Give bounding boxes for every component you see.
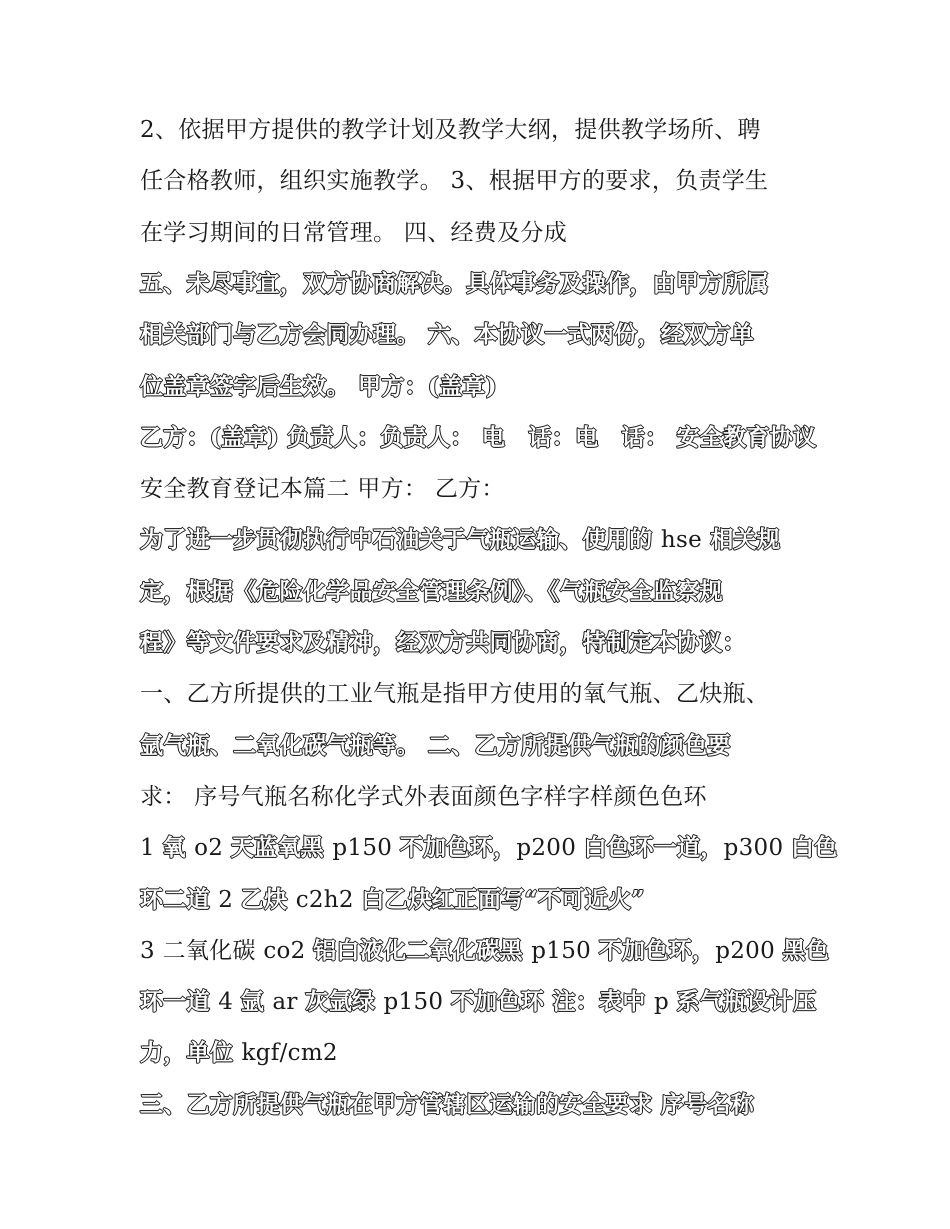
text-segment: 位盖章签字后生效。 甲方：(盖章) <box>140 372 497 400</box>
text-segment: 不加色环， <box>598 936 716 964</box>
text-line <box>140 217 567 249</box>
text-segment: 氩 <box>240 988 273 1016</box>
text-segment: 铝白液化二氧化碳黑 <box>313 936 532 964</box>
text-segment: 天蓝氧黑 <box>230 834 333 862</box>
text-line <box>140 678 769 710</box>
text-segment: 黑色 <box>782 936 830 964</box>
text-segment: 氩气瓶、二氧化碳气瓶等。 二、乙方所提供气瓶的颜色要 <box>140 731 731 759</box>
text-segment: 环二道 <box>140 885 219 913</box>
text-segment: 2、依据甲方提供的教学计划及教学大纲，提供教学场所、聘 <box>140 117 761 143</box>
text-segment: 安全教育登记本篇二 甲方： 乙方： <box>140 476 505 503</box>
text-line <box>140 422 816 454</box>
text-line <box>140 884 645 916</box>
text-segment: 白色环一道， <box>583 834 724 862</box>
text-line <box>140 1089 754 1121</box>
text-segment: hse <box>660 527 703 554</box>
text-line <box>140 576 723 608</box>
text-line <box>140 473 505 505</box>
text-line <box>140 832 838 864</box>
text-segment: 不加色环 注：表中 <box>450 988 654 1016</box>
text-segment: 3 二氧化碳 co2 <box>140 937 314 964</box>
text-segment: 任合格教师，组织实施教学。 3、根据甲方的要求，负责学生 <box>140 168 769 195</box>
text-segment: 系气瓶设计压 <box>676 988 817 1016</box>
text-segment: 乙炔 <box>240 885 296 913</box>
text-segment: 不加色环， <box>399 834 517 862</box>
text-segment: p300 <box>723 835 791 862</box>
text-segment: p200 <box>516 835 584 862</box>
text-segment: 五、未尽事宜，双方协商解决。具体事务及操作，由甲方所属 <box>140 269 770 297</box>
text-line <box>140 1037 338 1069</box>
text-line <box>140 986 816 1018</box>
text-segment: ar <box>272 989 306 1016</box>
text-line <box>140 165 768 197</box>
text-segment: c2h2 <box>295 886 362 913</box>
text-segment: 求： 序号气瓶名称化学式外表面颜色字样字样颜色色环 <box>140 783 707 810</box>
text-segment: 2 <box>218 886 241 913</box>
text-segment: 力，单位 <box>140 1039 242 1067</box>
text-segment: p150 <box>531 937 599 964</box>
text-segment: 1 <box>140 835 163 862</box>
text-segment: p150 <box>332 835 400 862</box>
text-segment: kgf/cm2 <box>241 1040 338 1067</box>
text-line <box>140 935 829 967</box>
text-segment: 一、乙方所提供的工业气瓶是指甲方使用的氧气瓶、乙炔瓶、 <box>140 681 770 708</box>
text-segment: 白色 <box>791 834 838 862</box>
text-segment: p150 <box>383 989 451 1016</box>
text-segment: 程》等文件要求及精神，经双方共同协商，特制定本协议： <box>140 629 746 656</box>
text-segment: 灰氩绿 <box>305 988 384 1016</box>
text-line <box>140 114 761 146</box>
text-segment: 在学习期间的日常管理。 四、经费及分成 <box>140 219 568 246</box>
text-segment: 环一道 <box>140 988 219 1016</box>
text-segment: 相关规 <box>702 526 781 554</box>
text-line <box>140 319 754 351</box>
text-line <box>140 730 731 762</box>
text-segment: 氧 <box>162 834 195 862</box>
text-line <box>140 781 707 813</box>
text-segment: 相关部门与乙方会同办理。 六、本协议一式两份，经双方单 <box>140 321 755 349</box>
text-segment: p <box>653 989 677 1016</box>
text-segment: 三、乙方所提供气瓶在甲方管辖区运输的安全要求 序号名称 <box>140 1090 755 1118</box>
text-segment: o2 <box>194 835 231 862</box>
text-segment: 为了进一步贯彻执行中石油关于气瓶运输、使用的 <box>140 526 661 554</box>
text-segment: 白乙炔红正面写“不可近火” <box>361 885 645 913</box>
text-segment: 4 <box>218 989 241 1016</box>
text-line <box>140 371 497 403</box>
text-segment: 定，根据《危险化学品安全管理条例》、《气瓶安全监察规 <box>140 577 723 605</box>
text-line <box>140 524 780 556</box>
text-line <box>140 627 746 659</box>
text-line <box>140 268 769 300</box>
text-segment: p200 <box>715 937 783 964</box>
text-segment: 乙方：(盖章) 负责人：负责人： 电 话：电 话： 安全教育协议 <box>140 423 817 451</box>
